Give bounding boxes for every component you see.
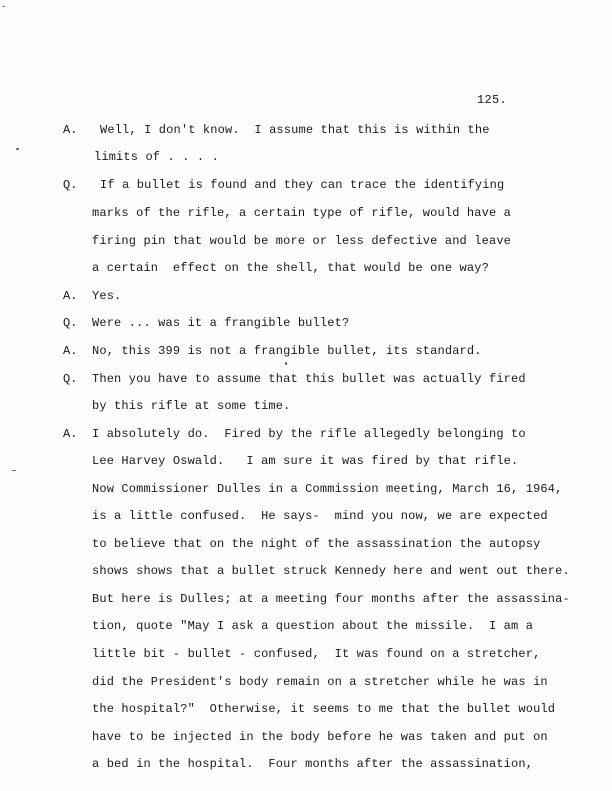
transcript-line: tion, quote "May I ask a question about the missile. I am a (92, 619, 534, 633)
transcript-line: If a bullet is found and they can trace the identifying (100, 178, 505, 192)
transcript-line: shows shows that a bullet struck Kennedy here and went out there. (92, 564, 570, 578)
speaker-label: Q. (63, 316, 78, 330)
speaker-label: A. (63, 427, 78, 441)
transcript-line: firing pin that would be more or less defective and leave (92, 234, 512, 248)
transcript-line: Then you have to assume that this bullet was actually fired (92, 372, 526, 386)
page-number: 125. (477, 93, 508, 107)
transcript-line: I absolutely do. Fired by the rifle allegedly belonging to (92, 427, 526, 441)
scan-speck (16, 148, 19, 150)
transcript-line: But here is Dulles; at a meeting four months after the assassina- (92, 592, 570, 606)
transcript-line: Were ... was it a frangible bullet? (92, 316, 350, 330)
transcript-line: the hospital?" Otherwise, it seems to me that the bullet would (92, 702, 556, 716)
transcript-line: a bed in the hospital. Four months after the assassination, (92, 757, 534, 771)
scan-speck (12, 470, 16, 471)
scan-speck (285, 362, 287, 365)
scan-speck (2, 6, 5, 7)
transcript-line: by this rifle at some time. (92, 399, 291, 413)
transcript-line: is a little confused. He says- mind you now, we are expected (92, 509, 548, 523)
transcript-line: marks of the rifle, a certain type of rifle, would have a (92, 206, 512, 220)
transcript-line: limits of . . . . (94, 150, 219, 164)
transcript-line: have to be injected in the body before he was taken and put on (92, 730, 548, 744)
speaker-label: A. (63, 123, 78, 137)
transcript-line: Yes. (92, 289, 122, 303)
speaker-label: A. (63, 289, 78, 303)
transcript-line: No, this 399 is not a frangible bullet, its standard. (92, 344, 482, 358)
transcript-line: little bit - bullet - confused, It was found on a stretcher, (92, 647, 541, 661)
transcript-line: a certain effect on the shell, that would be one way? (92, 261, 489, 275)
transcript-line: Now Commissioner Dulles in a Commission meeting, March 16, 1964, (92, 482, 563, 496)
transcript-line: did the President's body remain on a stretcher while he was in (92, 675, 548, 689)
speaker-label: Q. (63, 372, 78, 386)
transcript-line: Well, I don't know. I assume that this is within the (100, 123, 490, 137)
transcript-line: to believe that on the night of the assassination the autopsy (92, 537, 541, 551)
speaker-label: Q. (63, 178, 78, 192)
speaker-label: A. (63, 344, 78, 358)
transcript-line: Lee Harvey Oswald. I am sure it was fired by that rifle. (92, 454, 519, 468)
